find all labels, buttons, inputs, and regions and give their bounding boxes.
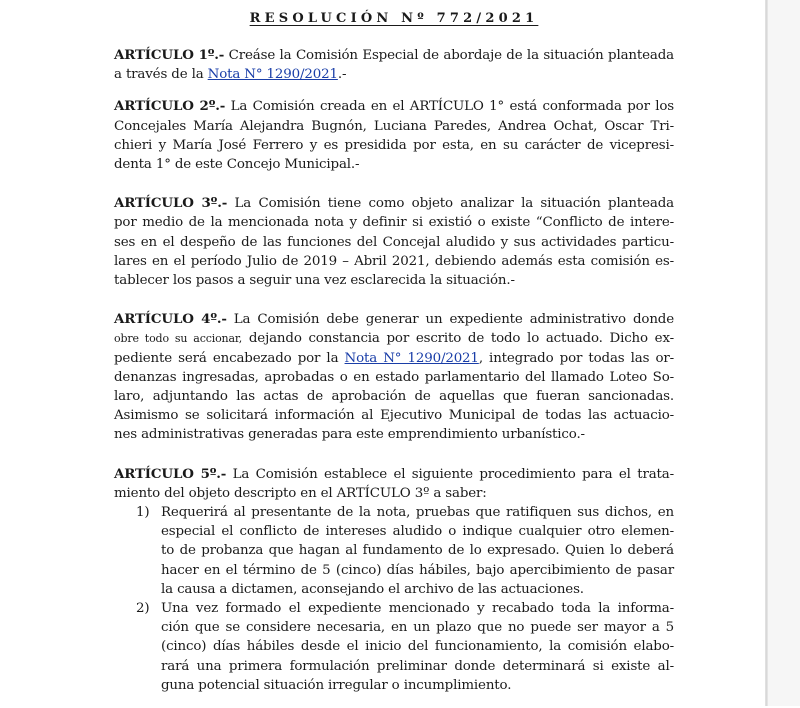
procedure-item-2: 2) Una vez formado el expediente mencionado y recabado toda la informa- ción que se considere necesaria, en un plazo que no puede ser mayor a 5 (cinco) días hábiles desde el inicio del funcionamiento, la comisión elabo- rará una primera formulación preliminar donde determinará si existe al- guna potencial situación irregular o incumplimiento. (136, 601, 674, 693)
article-1-label: ARTÍCULO 1º.- (114, 47, 225, 63)
article-3: ARTÍCULO 3º.- La Comisión tiene como objeto analizar la situación planteada por medio de la mencionada nota y definir si existió o existe “Conflicto de intere- ses en el despeño de las funciones del Concejal aludido y sus actividades particu- lares en el período Julio de 2019 – Abril 2021, debiendo además esta comisión es- tablecer los pasos a seguir una vez esclarecida la situación.- (114, 195, 675, 289)
document-content (114, 8, 674, 708)
article-4: ARTÍCULO 4º.- La Comisión debe generar un expediente administrativo donde obre todo su accionar, dejando constancia por escrito de todo lo actuado. Dicho ex- pediente será encabezado por la Nota N° 1290/2021, integrado por todas las or- denanzas ingresadas, aprobadas o en estado parlamentario del llamado Loteo So- laro, adjuntando las actas de aprobación de aquellas que fueran sancionadas. Asimismo se solicitará información al Ejecutivo Municipal de todas las actuacio- nes administrativas generadas para este emprendimiento urbanístico.- (114, 311, 675, 443)
nota-1290-link-2[interactable]: Nota N° 1290/2021 (344, 350, 479, 366)
procedure-item-1: 1) Requerirá al presentante de la nota, pruebas que ratifiquen sus dichos, en especial el conflicto de intereses aludido o indique cualquier otro elemen- to de probanza que hagan al fundamento de lo expresado. Quien lo deberá hacer en el término de 5 (cinco) días hábiles, bajo apercibimiento de pasar la causa a dictamen, aconsejando el archivo de las actuaciones. (136, 505, 674, 597)
article-5: ARTÍCULO 5º.- La Comisión establece el siguiente procedimiento para el trata- miento del objeto descripto en el ARTÍCULO 3º a saber: 1) Requerirá al presentante de la nota, pruebas que ratifiquen sus dichos, en especial el conflicto de intereses aludido o indique cualquier otro elemen- to de probanza que hagan al fundamento de lo expresado. Quien lo deberá hacer en el término de 5 (cinco) días hábiles, bajo apercibimiento de pasar la causa a dictamen, aconsejando el archivo de las actuaciones. 2) Una vez formado el expediente mencionado y recabado toda la informa- ción que se considere necesaria, en un plazo que no puede ser mayor a 5 (cinco) días hábiles desde el inicio del funcionamiento, la comisión elabo- rará una primera formulación preliminar donde determinará si existe al- guna potencial situación irregular o incumplimiento. (114, 465, 674, 695)
article-2-label: ARTÍCULO 2º.- (114, 98, 226, 115)
window-gutter (768, 0, 800, 706)
procedure-list (114, 503, 674, 695)
article-1: ARTÍCULO 1º.- Creáse la Comisión Especial de abordaje de la situación planteada a través de la Nota N° 1290/2021.- (114, 47, 674, 83)
article-4-label: ARTÍCULO 4º.- (114, 311, 227, 328)
item-number: 1) (136, 505, 150, 521)
resolution-title: RESOLUCIÓN Nº 772/2021 (249, 11, 539, 26)
article-5-label: ARTÍCULO 5º.- (114, 465, 227, 482)
nota-1290-link[interactable]: Nota N° 1290/2021 (207, 67, 338, 83)
item-number: 2) (136, 601, 150, 617)
article-3-label: ARTÍCULO 3º.- (114, 195, 228, 212)
article-2: ARTÍCULO 2º.- La Comisión creada en el ARTÍCULO 1° está conformada por los Concejales María Alejandra Bugnón, Luciana Paredes, Andrea Ochat, Oscar Tri- chieri y María José Ferrero y es presidida por esta, en su carácter de vicepresi- denta 1° de este Concejo Municipal.- (114, 98, 674, 173)
